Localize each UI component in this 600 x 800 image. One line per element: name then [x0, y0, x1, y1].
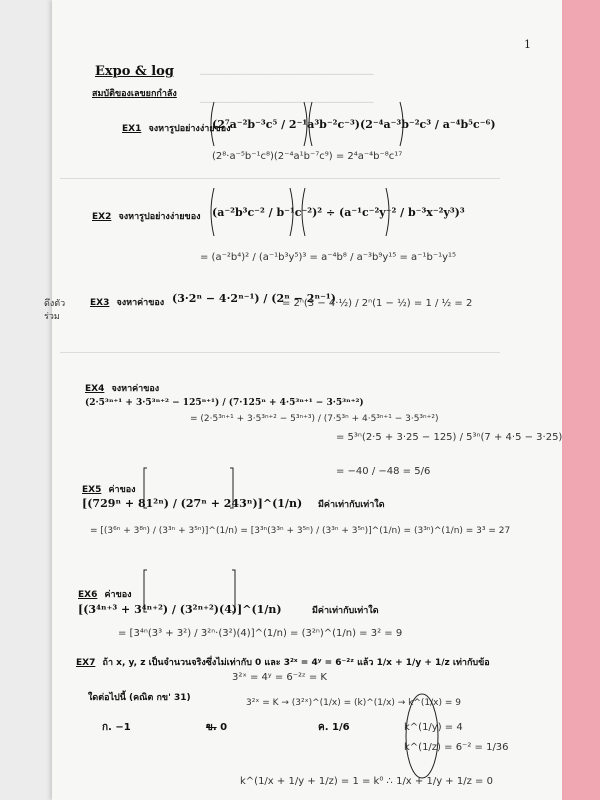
exercise-expression: (2·5³ⁿ⁺¹ + 3·5³ⁿ⁺² − 125ⁿ⁺¹) / (7·125ⁿ + 4·5³ⁿ⁺¹ − 3·5³ⁿ⁺²): [85, 398, 364, 408]
choice-b: ข. 0: [206, 722, 228, 733]
exercise-prompt: ค่าของ: [104, 590, 132, 600]
choice-c: ค. 1/6: [318, 722, 350, 733]
exercise-tail: มีค่าเท่ากับเท่าใด: [312, 606, 379, 616]
exercise-prompt: ถ้า x, y, z เป็นจำนวนจริงซึ่งไม่เท่ากับ 0 และ 3²ˣ = 4ʸ = 6⁻²ᶻ แล้ว 1/x + 1/y + 1/z เท่ากับข้อ: [102, 658, 490, 668]
exercise-label: EX3: [90, 298, 110, 308]
exercise-label: EX1: [122, 124, 142, 134]
exercise-prompt: จงหาค่าของ: [116, 298, 165, 308]
handwritten-work: = 2ⁿ(3 − 4·½) / 2ⁿ(1 − ½) = 1 / ½ = 2: [282, 298, 473, 309]
exercise-prompt: ค่าของ: [108, 485, 136, 495]
exercise-expression: [(3⁴ⁿ⁺³ + 3⁴ⁿ⁺²) / (3²ⁿ⁺²)(4)]^(1/n): [78, 603, 282, 616]
bleed-through-text: ────────────────────────────────────: [200, 98, 374, 107]
exercise-source: ใดต่อไปนี้ (คณิต กข' 31): [88, 693, 191, 703]
exercise-label: EX6: [78, 590, 98, 600]
exercise-label: EX7: [76, 658, 96, 668]
choice-a: ก. −1: [102, 722, 131, 733]
handwritten-work: k^(1/y) = 4: [404, 722, 463, 733]
handwritten-work: = (a⁻²b⁴)² / (a⁻¹b³y⁵)³ = a⁻⁴b⁸ / a⁻³b⁹y¹⁵ = a⁻¹b⁻¹y¹⁵: [200, 252, 457, 263]
exercise-label: EX2: [92, 212, 112, 222]
handwritten-work: = [(3⁶ⁿ + 3⁸ⁿ) / (3³ⁿ + 3⁵ⁿ)]^(1/n) = [3³ⁿ(3³ⁿ + 3⁵ⁿ) / (3³ⁿ + 3⁵ⁿ)]^(1/n) = (3³ⁿ)^(1/n) = 3³ = 27: [90, 526, 511, 536]
exercise-label: EX4: [85, 384, 105, 394]
handwritten-work: k^(1/z) = 6⁻² = 1/36: [404, 742, 509, 753]
exercise-expression: [(729ⁿ + 81²ⁿ) / (27ⁿ + 243ⁿ)]^(1/n): [82, 497, 303, 510]
handwritten-work: = 5³ⁿ(2·5 + 3·25 − 125) / 5³ⁿ(7 + 4·5 − 3·25): [336, 432, 563, 443]
exercise-prompt: จงหาค่าของ: [111, 384, 160, 394]
handwritten-work: = −40 / −48 = 5/6: [336, 466, 431, 477]
exercise-label: EX5: [82, 485, 102, 495]
exercise-prompt: จงหารูปอย่างง่ายของ: [148, 124, 231, 134]
exercise-expression: (2⁷a⁻²b⁻³c⁵ / 2⁻¹a³b⁻²c⁻³)(2⁻⁴a⁻³b⁻²c³ / a⁻⁴b⁵c⁻⁶): [212, 118, 496, 131]
handwritten-work: 3²ˣ = K → (3²ˣ)^(1/x) = (k)^(1/x) → k^(1/x) = 9: [246, 698, 462, 708]
handwritten-work: (2⁸·a⁻⁵b⁻¹c⁸)(2⁻⁴a¹b⁻⁷c⁹) = 2⁴a⁻⁴b⁻⁸c¹⁷: [212, 151, 403, 162]
section-subtitle: สมบัติของเลขยกกำลัง: [92, 89, 177, 99]
exercise-expression: (3·2ⁿ − 4·2ⁿ⁻¹) / (2ⁿ − 2ⁿ⁻¹): [172, 292, 336, 305]
handwritten-work: = [3⁴ⁿ(3³ + 3²) / 3²ⁿ·(3²)(4)]^(1/n) = (3²ⁿ)^(1/n) = 3² = 9: [118, 628, 403, 639]
margin-note: ดึงตัวร่วม: [44, 299, 66, 322]
page-number: 1: [524, 38, 531, 51]
page-title: Expo & log: [95, 64, 174, 79]
exercise-prompt: จงหารูปอย่างง่ายของ: [118, 212, 201, 222]
handwritten-work: 3²ˣ = 4ʸ = 6⁻²ᶻ = K: [232, 672, 327, 683]
handwritten-work: = (2·5³ⁿ⁺¹ + 3·5³ⁿ⁺² − 5³ⁿ⁺³) / (7·5³ⁿ + 4·5³ⁿ⁺¹ − 3·5³ⁿ⁺²): [190, 414, 439, 424]
exercise-expression: (a⁻²b³c⁻² / b⁻¹c⁻²)² ÷ (a⁻¹c⁻²y⁻² / b⁻³x⁻²y³)³: [212, 206, 465, 219]
exercise-tail: มีค่าเท่ากับเท่าใด: [318, 500, 385, 510]
handwritten-work: k^(1/x + 1/y + 1/z) = 1 = k⁰ ∴ 1/x + 1/y + 1/z = 0: [240, 776, 493, 787]
bleed-through-text: ────────────────────────────────────: [200, 70, 374, 79]
